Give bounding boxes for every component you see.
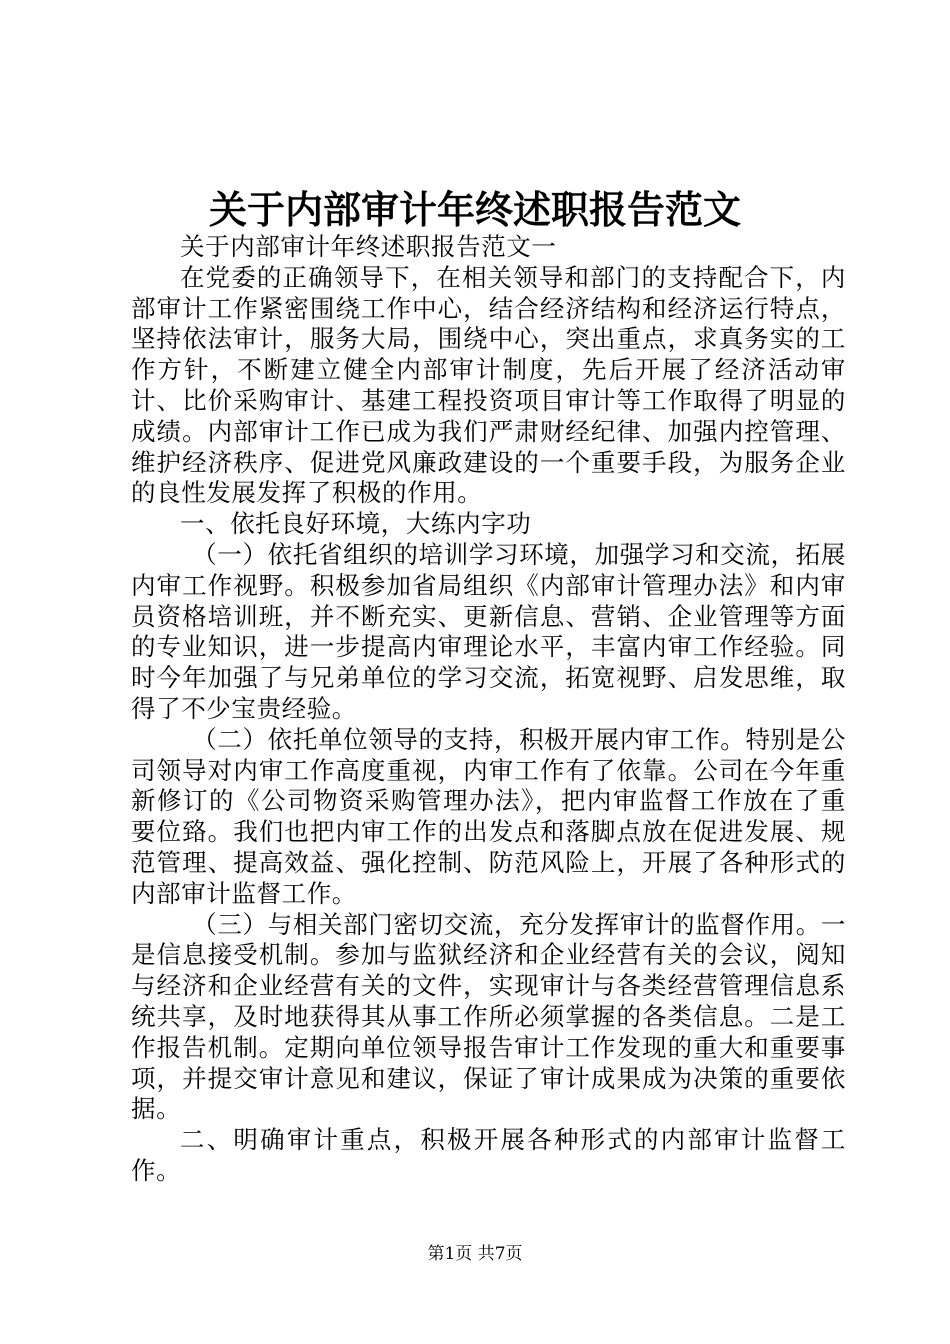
section-heading-2: 二、明确审计重点，积极开展各种形式的内部审计监督工作。	[131, 1125, 846, 1185]
subsection-paragraph-3: （三）与相关部门密切交流，充分发挥审计的监督作用。一是信息接受机制。参加与监狱经济和企业经营有关的会议，阅知与经济和企业经营有关的文件，实现审计与各类经营管理信息系统共享，及时地获得其从事工作所必须掌握的各类信息。二是工作报告机制。定期向单位领导报告审计工作发现的重大和重要事项，并提交审计意见和建议，保证了审计成果成为决策的重要依据。	[131, 909, 846, 1124]
document-title: 关于内部审计年终述职报告范文	[208, 187, 741, 232]
document-body	[131, 232, 846, 1187]
section-heading-1: 一、依托良好环境，大练内字功	[180, 509, 532, 539]
page-footer: 第1页 共7页	[427, 1244, 523, 1264]
subsection-paragraph-2: （二）依托单位领导的支持，积极开展内审工作。特别是公司领导对内审工作高度重视，内审工作有了依靠。公司在今年重新修订的《公司物资采购管理办法》，把内审监督工作放在了重要位臵。我们也把内审工作的出发点和落脚点放在促进发展、规范管理、提高效益、强化控制、防范风险上，开展了各种形式的内部审计监督工作。	[131, 724, 846, 908]
intro-paragraph: 在党委的正确领导下，在相关领导和部门的支持配合下，内部审计工作紧密围绕工作中心，结合经济结构和经济运行特点，坚持依法审计，服务大局，围绕中心，突出重点，求真务实的工作方针，不断建立健全内部审计制度，先后开展了经济活动审计、比价采购审计、基建工程投资项目审计等工作取得了明显的成绩。内部审计工作已成为我们严肃财经纪律、加强内控管理、维护经济秩序、促进党风廉政建设的一个重要手段，为服务企业的良性发展发挥了积极的作用。	[131, 262, 846, 508]
subsection-paragraph-1: （一）依托省组织的培训学习环境，加强学习和交流，拓展内审工作视野。积极参加省局组织《内部审计管理办法》和内审员资格培训班，并不断充实、更新信息、营销、企业管理等方面的专业知识，进一步提高内审理论水平，丰富内审工作经验。同时今年加强了与兄弟单位的学习交流，拓宽视野、启发思维，取得了不少宝贵经验。	[131, 539, 846, 723]
subtitle-paragraph: 关于内部审计年终述职报告范文一	[180, 232, 557, 261]
